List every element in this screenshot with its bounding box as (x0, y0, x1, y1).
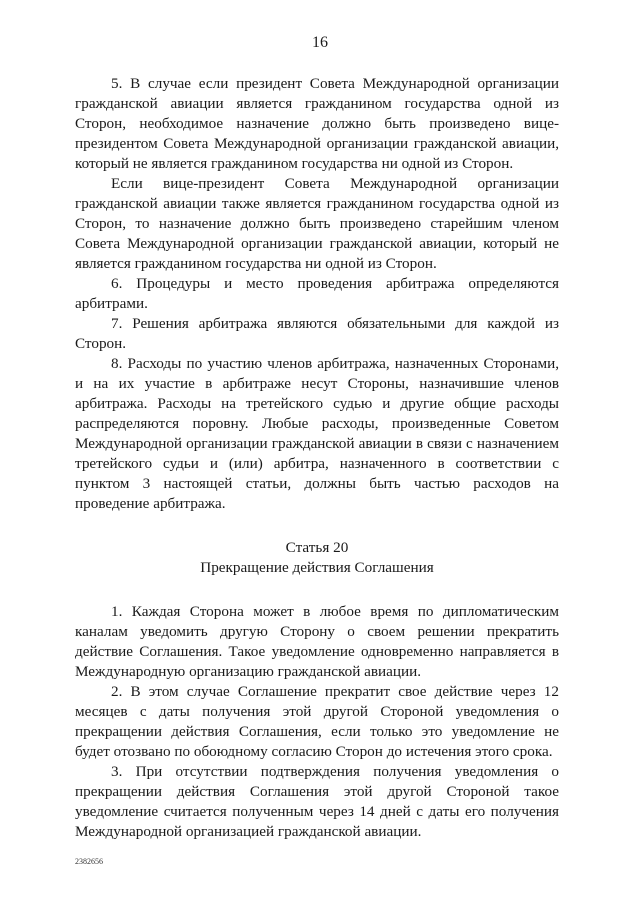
paragraph-8: 8. Расходы по участию членов арбитража, назначенных Сторонами, и на их участие в арбитраже несут Стороны, назначившие членов арбитража. Расходы на третейского судью и другие общие расходы распределяются поровну. Любые расходы, произведенные Советом Международной организации гражданской авиации в связи с назначением третейского судьи и (или) арбитра, назначенного в соответствии с пунктом 3 настоящей статьи, должны быть частью расходов на проведение арбитража. (75, 355, 559, 512)
article-20-paragraph-1: 1. Каждая Сторона может в любое время по дипломатическим каналам уведомить другую Сторону о своем решении прекратить действие Соглашения. Такое уведомление одновременно направляется в Международную организацию гражданской авиации. (75, 603, 559, 680)
article-number: Статья 20 (285, 539, 349, 556)
paragraph-6: 6. Процедуры и место проведения арбитража определяются арбитрами. (75, 275, 559, 312)
paragraph-5: 5. В случае если президент Совета Международной организации гражданской авиации является гражданином государства одной из Сторон, необходимое назначение должно быть произведено вице-президентом Совета Международной организации гражданской авиации, который не является гражданином государства ни одной из Сторон. (75, 75, 559, 172)
article-title: Прекращение действия Соглашения (200, 559, 434, 576)
article-20-paragraph-2: 2. В этом случае Соглашение прекратит свое действие через 12 месяцев с даты получения этой другой Стороной уведомления о прекращении действия Соглашения, если только это уведомление не будет отозвано по обоюдному согласию Сторон до истечения этого срока. (75, 683, 559, 760)
article-20-paragraph-3: 3. При отсутствии подтверждения получения уведомления о прекращении действия Соглашения этой другой Стороной такое уведомление считается полученным через 14 дней с даты его получения Международной организацией гражданской авиации. (75, 763, 559, 840)
paragraph-5-continued: Если вице-президент Совета Международной организации гражданской авиации также является гражданином государства одной из Сторон, то назначение должно быть произведено старейшим членом Совета Международной организации гражданской авиации, который не является гражданином государства ни одной из Сторон. (75, 175, 559, 272)
document-code: 2382656 (75, 857, 103, 866)
paragraph-7: 7. Решения арбитража являются обязательными для каждой из Сторон. (75, 315, 559, 352)
page-number: 16 (312, 34, 328, 51)
document-body (75, 74, 559, 842)
